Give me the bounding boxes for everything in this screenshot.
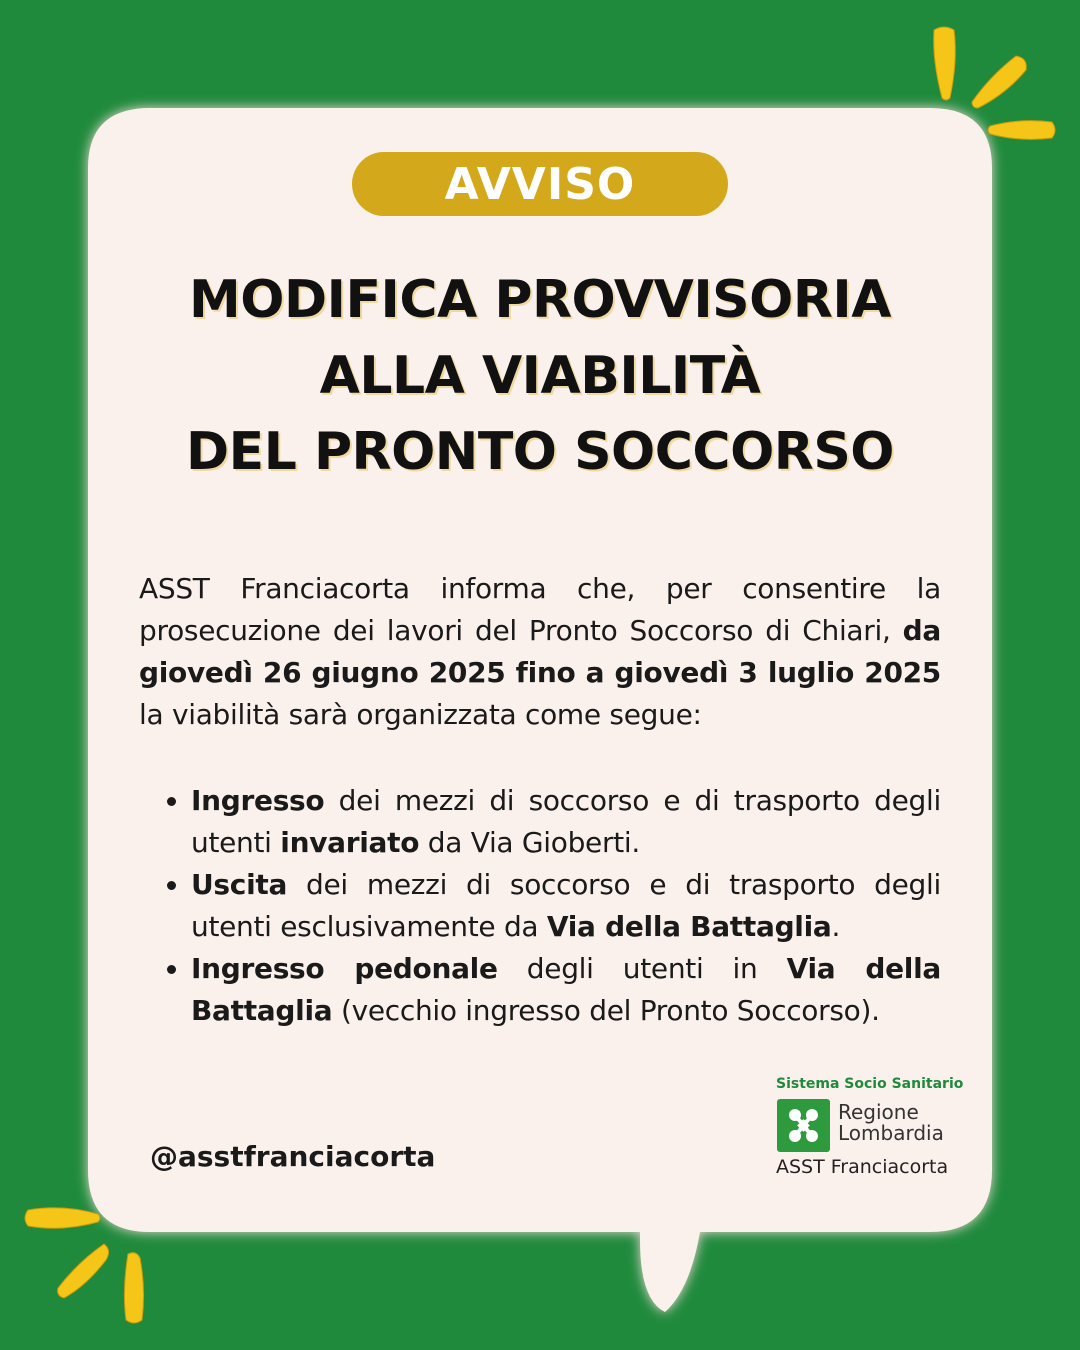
title-line-3: DEL PRONTO SOCCORSO xyxy=(186,422,894,482)
logo-system-label: Sistema Socio Sanitario xyxy=(776,1076,964,1092)
item-text-2: (vecchio ingresso del Pronto Soccorso). xyxy=(332,994,880,1027)
item-text-1: degli utenti in xyxy=(497,952,787,985)
regione-lombardia-rose-icon xyxy=(777,1099,830,1152)
item-bold-1: Uscita xyxy=(191,868,288,901)
intro-paragraph xyxy=(139,568,941,736)
intro-text-2: la viabilità sarà organizzata come segue: xyxy=(139,698,702,731)
item-bold-2: invariato xyxy=(280,826,420,859)
title-line-2: ALLA VIABILITÀ xyxy=(319,346,761,406)
page-title xyxy=(100,262,980,490)
item-text-2: . xyxy=(831,910,841,943)
item-bold-2: Via della Battaglia xyxy=(191,952,941,1027)
list-item xyxy=(191,780,941,864)
item-text-1: dei mezzi di soccorso e di trasporto degli utenti xyxy=(191,784,941,859)
list-item xyxy=(191,864,941,948)
logo-region-name xyxy=(838,1102,944,1144)
viability-list xyxy=(139,780,941,1032)
item-bold-1: Ingresso xyxy=(191,784,325,817)
item-bold-2: Via della Battaglia xyxy=(546,910,832,943)
title-line-1: MODIFICA PROVVISORIA xyxy=(189,270,891,330)
notice-badge: AVVISO xyxy=(352,152,728,216)
item-text-1: dei mezzi di soccorso e di trasporto degli utenti esclusivamente da xyxy=(191,868,941,943)
intro-text-1: ASST Franciacorta informa che, per consentire la prosecuzione dei lavori del Pronto Soccorso di Chiari, xyxy=(139,572,941,647)
item-text-2: da Via Gioberti. xyxy=(419,826,640,859)
logo-name-line-2: Lombardia xyxy=(838,1121,944,1145)
intro-date-range: da giovedì 26 giugno 2025 fino a giovedì 3 luglio 2025 xyxy=(139,614,941,689)
social-handle: @asstfranciacorta xyxy=(150,1140,436,1173)
logo-name-line-1: Regione xyxy=(838,1100,919,1124)
list-item xyxy=(191,948,941,1032)
item-bold-1: Ingresso pedonale xyxy=(191,952,498,985)
logo-asst-name: ASST Franciacorta xyxy=(776,1156,949,1178)
